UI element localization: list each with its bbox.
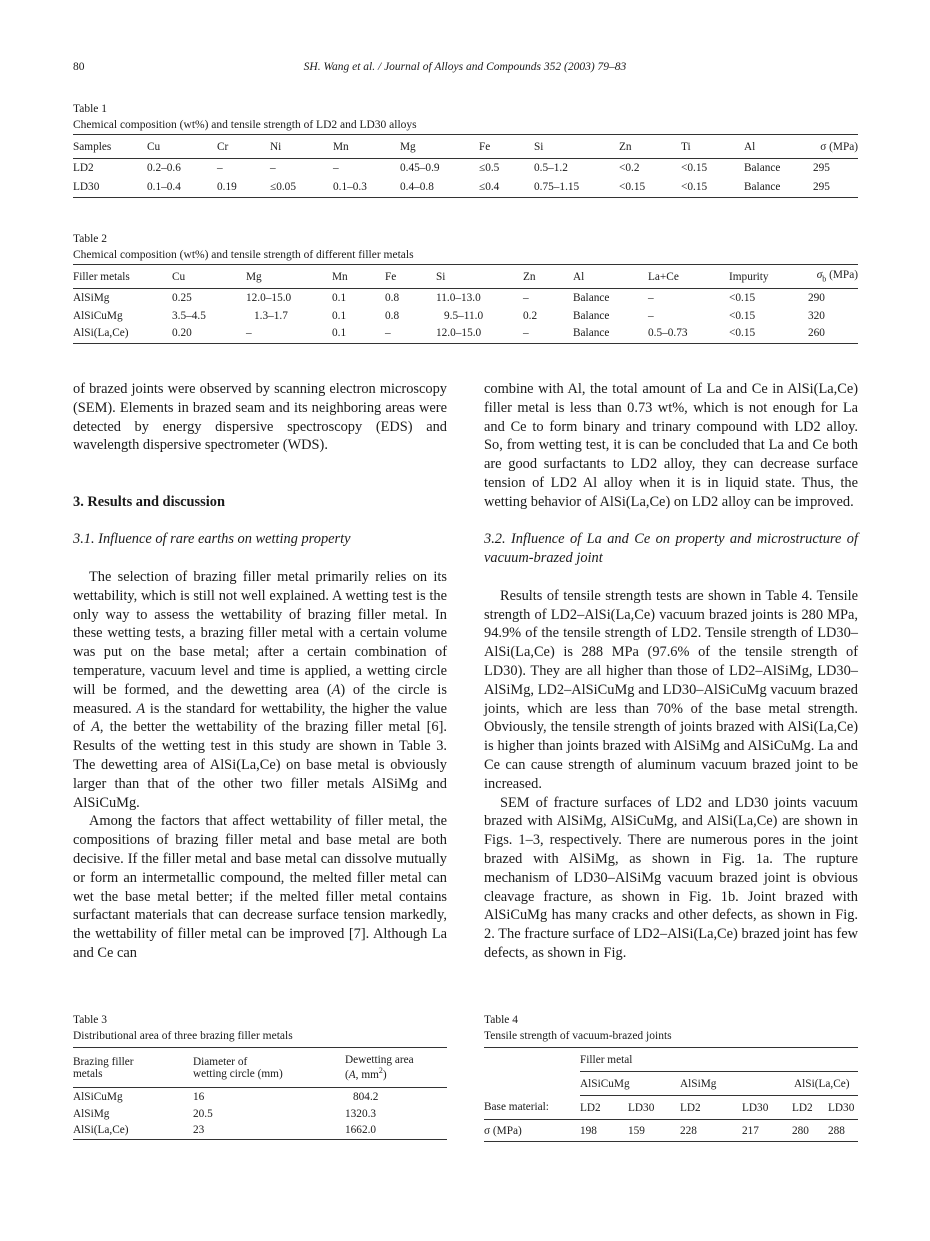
paragraph-text: The selection of brazing filler metal primarily relies on its wettability, which is still not well explained. A wetting test is the only way to assess the wettability of brazing filler metal. In these wetting tests, a brazing filler metal with a certain volume was put on the base metal; after a certain combination of temperature, vacuum level and time is applied, a wetting circle will be formed, and the dewetting area ( xyxy=(73,568,447,698)
table1-header-cell: Samples xyxy=(73,140,112,153)
table3-cell: AlSiCuMg xyxy=(73,1090,123,1103)
table-row xyxy=(484,1120,858,1142)
table4-subheader: LD2 xyxy=(792,1101,813,1114)
table2-header-row xyxy=(73,265,858,289)
table1-cell: 0.1–0.3 xyxy=(333,181,367,194)
table4-cell: 288 xyxy=(828,1124,845,1137)
table4-cell: 198 xyxy=(580,1124,597,1137)
table1-cell: <0.15 xyxy=(681,181,708,194)
table2-cell: – xyxy=(523,292,529,305)
table2-cell: Balance xyxy=(573,327,610,340)
table2-title: Chemical composition (wt%) and tensile strength of different filler metals xyxy=(73,249,414,261)
table2-cell: 12.0–15.0 xyxy=(436,327,482,340)
table2-cell: AlSi(La,Ce) xyxy=(73,327,129,340)
table2-cell: 0.1 xyxy=(332,292,347,305)
table2-cell: 0.2 xyxy=(523,309,538,322)
table2-cell: Balance xyxy=(573,309,610,322)
table1-cell: 0.1–0.4 xyxy=(147,181,181,194)
table3-header-text: ) xyxy=(382,1068,387,1081)
table4-subheader-row xyxy=(484,1096,858,1120)
table4-cell: 159 xyxy=(628,1124,645,1137)
sigma-symbol: σ xyxy=(816,269,823,282)
table1-cell: ≤0.5 xyxy=(479,162,500,175)
table2-cell: Balance xyxy=(573,292,610,305)
table2-cell: 0.1 xyxy=(332,327,347,340)
table2-cell: <0.15 xyxy=(729,327,756,340)
table2-header-cell: Mg xyxy=(246,270,262,283)
table2-cell: 0.8 xyxy=(385,292,400,305)
paragraph: of brazed joints were observed by scanning electron microscopy (SEM). Elements in brazed seam and its neighboring areas were detected by energy dispersive spectroscopy (EDS) and wavelength dispersive spectrometer (WDS). xyxy=(73,381,447,454)
table4 xyxy=(484,1047,858,1142)
table3-header-cell xyxy=(345,1048,447,1088)
table4-subheader: LD30 xyxy=(628,1101,655,1114)
table2-header-cell: Al xyxy=(573,270,585,283)
table2-cell: 0.8 xyxy=(385,309,400,322)
table3-cell: AlSiMg xyxy=(73,1107,110,1120)
table1-cell: – xyxy=(270,162,276,175)
table1-header-cell: Mn xyxy=(333,140,349,153)
table-row xyxy=(73,1088,447,1106)
filler-metal-header: Filler metal xyxy=(580,1048,858,1072)
table1-header-cell: σ (MPa) xyxy=(820,140,858,153)
table-row xyxy=(73,289,858,308)
table1-header-cell: Zn xyxy=(619,140,632,153)
table-row xyxy=(73,1106,447,1122)
subsection-heading: 3.1. Influence of rare earths on wetting property xyxy=(73,531,351,548)
base-material-label: Base material: xyxy=(484,1101,549,1114)
table3-header-text: Diameter of xyxy=(193,1055,248,1068)
sigma-unit: (MPa) xyxy=(826,269,858,282)
variable-A: A xyxy=(331,681,341,698)
table3-cell: 23 xyxy=(193,1124,205,1137)
table4-group-header: AlSiCuMg xyxy=(580,1072,680,1096)
table-row xyxy=(73,159,858,178)
table1-cell: <0.2 xyxy=(619,162,640,175)
table3-title: Distributional area of three brazing filler metals xyxy=(73,1030,293,1042)
table2-cell: 11.0–13.0 xyxy=(436,292,481,305)
variable-A: A xyxy=(91,719,100,736)
table4-group-header: AlSi(La,Ce) xyxy=(792,1072,858,1096)
table4-subheader: LD2 xyxy=(580,1101,601,1114)
table4-cell: 228 xyxy=(680,1124,697,1137)
table3-header-row xyxy=(73,1048,447,1088)
table3-header-text: , mm xyxy=(355,1068,379,1081)
left-column xyxy=(73,380,447,963)
table3-header-cell xyxy=(73,1048,193,1088)
table1-header-cell: Ni xyxy=(270,140,282,153)
table3-header-text: ( xyxy=(345,1068,349,1081)
table4-cell: 217 xyxy=(742,1124,759,1137)
table1-cell: ≤0.05 xyxy=(270,181,296,194)
table1-cell: Balance xyxy=(744,181,781,194)
table3-label: Table 3 xyxy=(73,1014,108,1026)
table2-header-cell xyxy=(808,265,858,289)
table1-cell: Balance xyxy=(744,162,781,175)
table3-header-text: Brazing filler xyxy=(73,1055,134,1068)
table3-header-cell xyxy=(193,1048,345,1088)
sigma-label: σ (MPa) xyxy=(484,1124,522,1137)
variable-A: A xyxy=(348,1068,356,1081)
table3-header-text: metals xyxy=(73,1067,103,1080)
table1-cell: LD2 xyxy=(73,162,94,175)
paragraph-text: ) of the circle is measured. xyxy=(73,681,447,717)
table1-header-cell: Ti xyxy=(681,140,691,153)
table1-label: Table 1 xyxy=(73,103,108,115)
table1-cell: 0.75–1.15 xyxy=(534,181,580,194)
table4-title: Tensile strength of vacuum-brazed joints xyxy=(484,1030,672,1042)
table2-cell: AlSiMg xyxy=(73,292,110,305)
table1-cell: 0.19 xyxy=(217,181,237,194)
paragraph: combine with Al, the total amount of La and Ce in AlSi(La,Ce) filler metal is less than 0.73 wt%, which is not enough for La and Ce to form binary and trinary compound with LD2 alloy. So, from wetting test, it is can be concluded that La and Ce both are good surfactants to LD2 alloy, they can decrease surface tension of LD2 Al alloy when it is in liquid state. Thus, the wetting behavior of AlSi(La,Ce) on LD2 alloy can be improved. xyxy=(484,381,858,510)
table2-cell: AlSiCuMg xyxy=(73,309,123,322)
table1-cell: 0.45–0.9 xyxy=(400,162,440,175)
table3-cell: 20.5 xyxy=(193,1107,213,1120)
table4-cell: 280 xyxy=(792,1124,809,1137)
table2-header-cell: Zn xyxy=(523,270,536,283)
table2-cell: <0.15 xyxy=(729,309,756,322)
table2-cell: – xyxy=(385,327,391,340)
table1-cell: LD30 xyxy=(73,181,100,194)
table2-label: Table 2 xyxy=(73,233,108,245)
sigma-subscript: b xyxy=(822,274,827,284)
superscript: 2 xyxy=(378,1066,383,1076)
table-row xyxy=(73,1122,447,1140)
table1-title: Chemical composition (wt%) and tensile strength of LD2 and LD30 alloys xyxy=(73,119,417,131)
table1-header-row xyxy=(73,135,858,159)
table1-cell: <0.15 xyxy=(681,162,708,175)
table4-subheader: LD30 xyxy=(742,1101,769,1114)
table2-cell: 3.5–4.5 xyxy=(172,309,206,322)
table1-cell: – xyxy=(333,162,339,175)
table2-cell: 290 xyxy=(808,292,825,305)
table1-cell: 295 xyxy=(813,162,830,175)
table3-header-text: wetting circle (mm) xyxy=(193,1067,283,1080)
table1 xyxy=(73,134,858,198)
paragraph: SEM of fracture surfaces of LD2 and LD30 joints vacuum brazed with AlSiMg, AlSiCuMg, and AlSi(La,Ce) are shown in Figs. 1–3, respectively. There are numerous pores in the joint brazed with AlSiMg, as shown in Fig. 1a. The rupture mechanism of LD30–AlSiMg vacuum brazed joint is obvious cleavage fracture, as shown in Fig. 1b. Joint brazed with AlSiCuMg has many cracks and other defects, as shown in Fig. 2. The fracture surface of LD2–AlSi(La,Ce) brazed joint has few defects, as shown in Fig. xyxy=(484,794,858,961)
table-row xyxy=(73,178,858,198)
table2-header-cell: Fe xyxy=(385,270,397,283)
page-number: 80 xyxy=(73,61,85,73)
table2-cell: 0.20 xyxy=(172,327,192,340)
table2-header-cell: Si xyxy=(436,270,446,283)
table2-header-cell: Cu xyxy=(172,270,186,283)
table1-header-cell: Al xyxy=(744,140,756,153)
right-column xyxy=(484,380,858,963)
table3-cell: 1662.0 xyxy=(345,1124,377,1137)
table2-cell: 12.0–15.0 xyxy=(246,292,292,305)
table2-cell: – xyxy=(648,309,654,322)
table3-header-text: Dewetting area xyxy=(345,1054,414,1067)
table1-cell: 0.4–0.8 xyxy=(400,181,434,194)
table4-subheader: LD30 xyxy=(828,1101,855,1114)
paragraph-text: is the standard for wettability, the higher the value of xyxy=(73,700,447,736)
table2-cell: 260 xyxy=(808,327,825,340)
table4-subheader: LD2 xyxy=(680,1101,701,1114)
running-title: SH. Wang et al. / Journal of Alloys and Compounds 352 (2003) 79–83 xyxy=(303,61,627,73)
table2-header-cell: La+Ce xyxy=(648,270,679,283)
paragraph-text: , the better the wettability of the brazing filler metal [6]. Results of the wetting test in this study are shown in Table 3. The dewetting area of AlSi(La,Ce) on base metal is obviously larger than that of the other two filler metals AlSiMg and AlSiCuMg. xyxy=(73,719,447,811)
table4-group-header: AlSiMg xyxy=(680,1072,792,1096)
paragraph: Among the factors that affect wettability of filler metal, the compositions of brazing filler metal and base metal are both decisive. If the filler metal and base metal can dissolve mutually or form an intermetallic compound, the melted filler metal can wet the base metal better; if the melted filler metal contains surfactant materials that can decrease surface tension markedly, the wettability of filler metal can be improved [7]. Although La and Ce can xyxy=(73,813,447,961)
table2-cell: – xyxy=(523,327,529,340)
table2-header-cell: Filler metals xyxy=(73,270,130,283)
section-heading: 3. Results and discussion xyxy=(73,493,225,510)
table4-header-row xyxy=(484,1048,858,1072)
table1-cell: 0.2–0.6 xyxy=(147,162,181,175)
table3-cell: 1320.3 xyxy=(345,1107,377,1120)
subsection-heading: 3.2. Influence of La and Ce on property and microstructure of vacuum-brazed joint xyxy=(484,531,858,567)
table1-cell: 0.5–1.2 xyxy=(534,162,568,175)
table2-cell: 0.25 xyxy=(172,292,192,305)
table1-header-cell: Cr xyxy=(217,140,229,153)
table1-header-cell: Fe xyxy=(479,140,491,153)
table3-cell: 804.2 xyxy=(353,1090,379,1103)
table-row xyxy=(73,308,858,324)
paragraph xyxy=(73,568,447,812)
table2-cell: 0.1 xyxy=(332,309,347,322)
table3 xyxy=(73,1047,447,1140)
table2-cell: 9.5–11.0 xyxy=(444,309,484,322)
table2-cell: 320 xyxy=(808,309,825,322)
table1-cell: <0.15 xyxy=(619,181,646,194)
table2-cell: 1.3–1.7 xyxy=(254,309,288,322)
table2-cell: <0.15 xyxy=(729,292,756,305)
table2-cell: – xyxy=(648,292,654,305)
table1-header-cell: Cu xyxy=(147,140,161,153)
table2-cell: – xyxy=(246,327,252,340)
table2-header-cell: Impurity xyxy=(729,270,769,283)
table1-cell: ≤0.4 xyxy=(479,181,500,194)
table2-header-cell: Mn xyxy=(332,270,348,283)
table4-label: Table 4 xyxy=(484,1014,519,1026)
table2 xyxy=(73,264,858,344)
table1-header-cell: Si xyxy=(534,140,544,153)
table1-cell: – xyxy=(217,162,223,175)
table2-cell: 0.5–0.73 xyxy=(648,327,688,340)
variable-A: A xyxy=(136,700,146,717)
table1-header-cell: Mg xyxy=(400,140,416,153)
table-row xyxy=(73,324,858,344)
table4-group-row xyxy=(484,1072,858,1096)
table3-cell: AlSi(La,Ce) xyxy=(73,1124,129,1137)
paragraph: Results of tensile strength tests are shown in Table 4. Tensile strength of LD2–AlSi(La,Ce) vacuum brazed joints is 280 MPa, 94.9% of the tensile strength of LD2. Tensile strength of LD30–AlSi(La,Ce) is 288 MPa (97.6% of the tensile strength of LD30). They are all higher than those of LD2–AlSiMg, LD30–AlSiMg, LD2–AlSiCuMg and LD30–AlSiCuMg vacuum brazed joints, which are less than 70% of the base metal strength. Obviously, the tensile strength of joints brazed with AlSi(La,Ce) is higher than joints brazed with AlSiMg and AlSiCuMg. La and Ce can cause strength of aluminum vacuum brazed joint to be increased. xyxy=(484,587,858,792)
table3-cell: 16 xyxy=(193,1090,205,1103)
table1-cell: 295 xyxy=(813,181,830,194)
